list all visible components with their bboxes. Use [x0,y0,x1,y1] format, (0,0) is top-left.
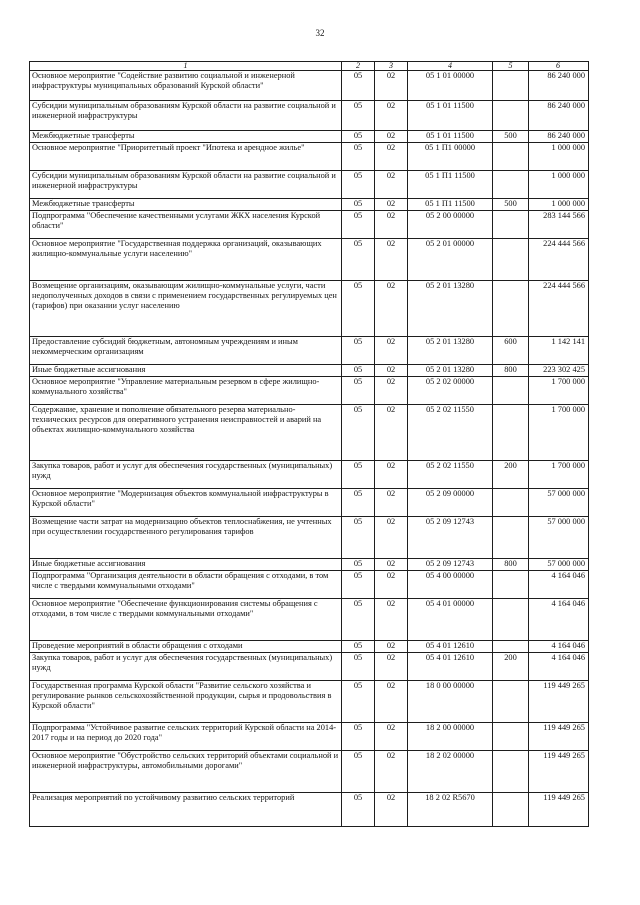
row-target-article: 18 2 02 00000 [408,751,493,793]
table-row [30,131,589,143]
row-expense-type [493,489,529,517]
row-subsection: 02 [375,461,408,489]
row-expense-type [493,571,529,599]
row-amount: 119 449 265 [529,723,589,751]
row-name: Основное мероприятие "Обеспечение функционирования системы обращения с отходами, в том числе с твердыми коммунальными отходами" [30,599,342,641]
row-amount: 57 000 000 [529,517,589,559]
row-name: Проведение мероприятий в области обращения с отходами [30,641,342,653]
row-section: 05 [342,171,375,199]
row-expense-type [493,171,529,199]
row-name: Государственная программа Курской области "Развитие сельского хозяйства и регулирование рынков сельскохозяйственной продукции, сырья и продовольствия в Курской области" [30,681,342,723]
row-expense-type [493,517,529,559]
row-subsection: 02 [375,489,408,517]
row-target-article: 05 2 01 00000 [408,239,493,281]
row-expense-type [493,599,529,641]
row-section: 05 [342,489,375,517]
table-row [30,199,589,211]
row-section: 05 [342,599,375,641]
row-target-article: 05 1 01 00000 [408,71,493,101]
table-row [30,723,589,751]
table-row [30,365,589,377]
table-row [30,641,589,653]
row-expense-type: 200 [493,461,529,489]
table-header-row [30,62,589,71]
row-section: 05 [342,751,375,793]
header-col-6: 6 [529,62,589,71]
row-target-article: 05 2 09 12743 [408,559,493,571]
row-section: 05 [342,337,375,365]
row-expense-type: 600 [493,337,529,365]
row-section: 05 [342,239,375,281]
row-subsection: 02 [375,559,408,571]
row-name: Иные бюджетные ассигнования [30,559,342,571]
row-expense-type [493,641,529,653]
row-name: Субсидии муниципальным образованиям Курской области на развитие социальной и инженерной инфраструктуры [30,171,342,199]
row-amount: 283 144 566 [529,211,589,239]
row-amount: 1 000 000 [529,199,589,211]
row-target-article: 05 4 01 12610 [408,641,493,653]
row-target-article: 18 2 00 00000 [408,723,493,751]
table-row [30,211,589,239]
table-row [30,489,589,517]
row-amount: 1 000 000 [529,143,589,171]
table-row [30,143,589,171]
row-amount: 1 000 000 [529,171,589,199]
row-expense-type [493,101,529,131]
table-row [30,405,589,461]
row-target-article: 05 4 01 12610 [408,653,493,681]
row-subsection: 02 [375,131,408,143]
row-target-article: 05 2 01 13280 [408,365,493,377]
row-name: Основное мероприятие "Модернизация объектов коммунальной инфраструктуры в Курской области" [30,489,342,517]
row-expense-type: 500 [493,131,529,143]
row-expense-type [493,143,529,171]
row-section: 05 [342,71,375,101]
row-subsection: 02 [375,793,408,827]
row-subsection: 02 [375,199,408,211]
row-expense-type [493,377,529,405]
row-expense-type: 500 [493,199,529,211]
row-target-article: 05 2 09 12743 [408,517,493,559]
row-expense-type: 800 [493,365,529,377]
row-target-article: 05 1 П1 11500 [408,171,493,199]
row-amount: 4 164 046 [529,641,589,653]
row-section: 05 [342,653,375,681]
row-name: Содержание, хранение и пополнение обязательного резерва материально-технических ресурсов для оперативного устранения неисправностей и аварий на объектах жилищно-коммунального хозяйства [30,405,342,461]
row-name: Основное мероприятие "Государственная поддержка организаций, оказывающих жилищно-коммунальные услуги населению" [30,239,342,281]
row-name: Возмещение организациям, оказывающим жилищно-коммунальные услуги, части недополученных доходов в связи с применением государственных регулируемых цен (тарифов) при оказании услуг населению [30,281,342,337]
row-expense-type: 800 [493,559,529,571]
row-amount: 1 700 000 [529,377,589,405]
row-amount: 223 302 425 [529,365,589,377]
row-target-article: 05 1 П1 11500 [408,199,493,211]
row-expense-type [493,239,529,281]
row-name: Иные бюджетные ассигнования [30,365,342,377]
table-row [30,793,589,827]
row-section: 05 [342,365,375,377]
row-section: 05 [342,211,375,239]
row-target-article: 05 1 01 11500 [408,131,493,143]
row-subsection: 02 [375,171,408,199]
row-amount: 119 449 265 [529,681,589,723]
row-name: Основное мероприятие "Управление материальным резервом в сфере жилищно-коммунального хозяйства" [30,377,342,405]
row-name: Закупка товаров, работ и услуг для обеспечения государственных (муниципальных) нужд [30,653,342,681]
row-section: 05 [342,681,375,723]
row-section: 05 [342,571,375,599]
row-name: Подпрограмма "Устойчивое развитие сельских территорий Курской области на 2014-2017 годы и на период до 2020 года" [30,723,342,751]
row-amount: 86 240 000 [529,71,589,101]
row-subsection: 02 [375,239,408,281]
row-target-article: 05 2 01 13280 [408,281,493,337]
row-name: Межбюджетные трансферты [30,131,342,143]
table-row [30,517,589,559]
row-expense-type [493,681,529,723]
row-subsection: 02 [375,337,408,365]
row-amount: 86 240 000 [529,131,589,143]
row-target-article: 05 2 00 00000 [408,211,493,239]
budget-table [29,61,589,827]
row-name: Подпрограмма "Организация деятельности в области обращения с отходами, в том числе с твердыми коммунальными отходами" [30,571,342,599]
table-row [30,171,589,199]
header-col-1: 1 [30,62,342,71]
row-name: Основное мероприятие "Обустройство сельских территорий объектами социальной и инженерной инфраструктуры, автомобильными дорогами" [30,751,342,793]
row-section: 05 [342,559,375,571]
row-section: 05 [342,377,375,405]
row-amount: 224 444 566 [529,281,589,337]
table-row [30,281,589,337]
row-expense-type [493,211,529,239]
row-expense-type: 200 [493,653,529,681]
row-expense-type [493,405,529,461]
row-subsection: 02 [375,571,408,599]
row-subsection: 02 [375,653,408,681]
row-subsection: 02 [375,723,408,751]
row-amount: 4 164 046 [529,653,589,681]
row-target-article: 05 2 09 00000 [408,489,493,517]
row-amount: 1 142 141 [529,337,589,365]
row-expense-type [493,751,529,793]
row-target-article: 05 4 00 00000 [408,571,493,599]
table-row [30,599,589,641]
table-row [30,751,589,793]
row-subsection: 02 [375,281,408,337]
table-row [30,461,589,489]
table-row [30,653,589,681]
row-amount: 57 000 000 [529,489,589,517]
header-col-3: 3 [375,62,408,71]
row-subsection: 02 [375,365,408,377]
table-row [30,571,589,599]
row-expense-type [493,793,529,827]
row-target-article: 05 2 02 11550 [408,405,493,461]
row-section: 05 [342,793,375,827]
row-name: Возмещение части затрат на модернизацию объектов теплоснабжения, не учтенных при осуществлении государственного регулирования тарифов [30,517,342,559]
row-subsection: 02 [375,143,408,171]
row-name: Межбюджетные трансферты [30,199,342,211]
row-expense-type [493,71,529,101]
row-section: 05 [342,281,375,337]
row-target-article: 18 0 00 00000 [408,681,493,723]
row-target-article: 05 2 01 13280 [408,337,493,365]
row-subsection: 02 [375,101,408,131]
row-name: Предоставление субсидий бюджетным, автономным учреждениям и иным некоммерческим организациям [30,337,342,365]
header-col-4: 4 [408,62,493,71]
row-subsection: 02 [375,751,408,793]
row-target-article: 05 4 01 00000 [408,599,493,641]
row-target-article: 05 2 02 11550 [408,461,493,489]
header-col-2: 2 [342,62,375,71]
row-amount: 4 164 046 [529,571,589,599]
table-row [30,337,589,365]
row-subsection: 02 [375,211,408,239]
row-amount: 57 000 000 [529,559,589,571]
row-name: Основное мероприятие "Содействие развитию социальной и инженерной инфраструктуры муниципальных образований Курской области" [30,71,342,101]
row-name: Субсидии муниципальным образованиям Курской области на развитие социальной и инженерной инфраструктуры [30,101,342,131]
page-number: 32 [315,28,325,38]
row-target-article: 05 2 02 00000 [408,377,493,405]
row-subsection: 02 [375,71,408,101]
table-row [30,377,589,405]
row-section: 05 [342,461,375,489]
row-name: Основное мероприятие "Приоритетный проект "Ипотека и арендное жилье" [30,143,342,171]
row-target-article: 18 2 02 R5670 [408,793,493,827]
row-amount: 86 240 000 [529,101,589,131]
row-subsection: 02 [375,681,408,723]
row-expense-type [493,723,529,751]
row-target-article: 05 1 01 11500 [408,101,493,131]
row-section: 05 [342,723,375,751]
row-target-article: 05 1 П1 00000 [408,143,493,171]
row-amount: 224 444 566 [529,239,589,281]
row-section: 05 [342,143,375,171]
row-subsection: 02 [375,377,408,405]
row-amount: 119 449 265 [529,751,589,793]
row-name: Закупка товаров, работ и услуг для обеспечения государственных (муниципальных) нужд [30,461,342,489]
row-amount: 1 700 000 [529,405,589,461]
row-section: 05 [342,641,375,653]
row-name: Подпрограмма "Обеспечение качественными услугами ЖКХ населения Курской области" [30,211,342,239]
table-row [30,239,589,281]
table-row [30,559,589,571]
row-subsection: 02 [375,517,408,559]
row-section: 05 [342,101,375,131]
table-row [30,101,589,131]
row-section: 05 [342,405,375,461]
row-subsection: 02 [375,599,408,641]
header-col-5: 5 [493,62,529,71]
row-subsection: 02 [375,405,408,461]
table-row [30,71,589,101]
row-amount: 4 164 046 [529,599,589,641]
row-name: Реализация мероприятий по устойчивому развитию сельских территорий [30,793,342,827]
table-row [30,681,589,723]
row-section: 05 [342,199,375,211]
row-section: 05 [342,517,375,559]
row-amount: 119 449 265 [529,793,589,827]
row-section: 05 [342,131,375,143]
row-expense-type [493,281,529,337]
row-amount: 1 700 000 [529,461,589,489]
row-subsection: 02 [375,641,408,653]
